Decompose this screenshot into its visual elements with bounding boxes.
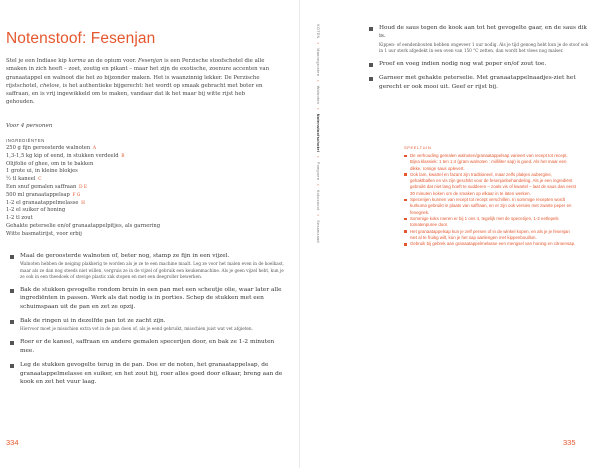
tip-item [404, 229, 576, 242]
tip-text: Sommige koks roeren er bij 1 ons 4, tegelijk met de specerijen, 1-2 eetlepels tomatenpuree door. [410, 215, 559, 228]
nav-separator: • [316, 184, 320, 186]
nav-separator: • [316, 156, 320, 158]
servings-note: Voor 4 personen [6, 123, 53, 129]
nav-separator: • [316, 214, 320, 217]
ingredient-tip-marker: H [81, 200, 85, 206]
tip-bullet-icon [404, 155, 407, 158]
ingredients-heading: INGREDIËNTEN [6, 138, 45, 143]
intro-term-chelow: chelow [39, 82, 60, 89]
ingredient-text: ½ tl kaneel [6, 176, 36, 183]
method-step [6, 338, 286, 355]
ingredient-text: 1-2 el granaatappelmelasse [6, 199, 79, 206]
tip-bullet-icon [404, 243, 407, 246]
step-bullet-icon [369, 77, 373, 81]
step-note: Walnoten hebben de neiging plakkerig te worden als je ze te een machine maalt. Leg ze voor het malen even in de koelkast, maar als ze dan nog steeds niet willen, vergruis ze in de vijzel of gebruik een keukenmachine. Als je geen vijzel hebt, kun je ze ook in een theedoek of stevige plastic zak stopen en met een deegroller bewerken. [20, 261, 284, 279]
method-step [6, 252, 286, 280]
intro-term-fesenjan: Fesenjan [138, 58, 163, 64]
intro-text-2: an de opium voor. [85, 58, 139, 64]
step-bullet-icon [10, 341, 14, 345]
intro-term-korma: korma [68, 58, 86, 64]
ingredient-tip-marker: B [121, 153, 125, 159]
ingredient-text: Witte basmatirijst, voor erbij [6, 230, 82, 237]
step-bullet-icon [10, 255, 14, 259]
chapter-nav-track [316, 24, 320, 243]
intro-text-4: , is het authentieke bijgerecht: het wordt op smaak gebracht met boter en saffraan, en is vrij ingewikkeld om te maken, vandaar dat ik het maar bij witte rijst heb gehouden. [6, 82, 263, 106]
chapter-nav-item[interactable]: Manoegrosten [316, 48, 320, 77]
ingredient-item [6, 231, 206, 239]
tip-item [404, 216, 576, 229]
step-bullet-icon [10, 364, 14, 368]
step-note: Hiervoor moet je misschien extra vet in de pan doen of, als je eend gebruikt, misschien juist wat vet afgieten. [20, 326, 253, 332]
nav-separator: • [316, 80, 320, 82]
page-number: 334 [6, 438, 19, 447]
tip-item [404, 197, 576, 216]
chapter-nav [312, 24, 322, 274]
intro-text-1: Stel je een Indiase kip [6, 58, 69, 64]
tip-text: Specerijen kunnen van recept tot recept verschillen. In sommige recepten wordt kurkuma gebruikt in plaats van saffraan, en er zijn ook versies met zwarte peper en fenegriek. [410, 197, 572, 215]
chapter-nav-item[interactable]: Sesamzaad [316, 220, 320, 243]
ingredient-item [6, 145, 206, 153]
tips-list [404, 153, 576, 247]
ingredient-item [6, 207, 206, 215]
step-text: Bak de stukken gevogelte rondom bruin in een pan met een scheutje olie, waar later alle ingrediënten in passen. Werk als dat nodig is in porties. Schep de stukken met een schuimspaan uit de pan en zet ze opzij. [20, 286, 282, 310]
chapter-nav-item[interactable]: KOTEN [316, 24, 320, 39]
right-page [300, 0, 600, 468]
step-text: Houd de saus tegen de kook aan tot het gevogelte gaar, en de saus dik is. [379, 25, 587, 40]
ingredient-item [6, 215, 206, 223]
ingredient-item [6, 176, 206, 184]
method-step [365, 74, 593, 91]
ingredient-text: 1-2 el suiker of honing [6, 207, 66, 214]
tip-text: Ook lam, kwartel en fazant zijn traditioneel, maar zelfs plakjes aubergine, gehaktballen en vis zijn geschikt voor de fesenjanbehandeling. Als je een ingrediënt gebruikt dat niet lang hoeft te sudderen – zoals vis of kwartel – laat de saus dan eerst 30 minuten koken om de smaken op elkaar in te laten werken. [410, 171, 576, 196]
step-text: Garneer met gehakte peterselie. Met granaatappelnaadjes-ziet het gerecht er ook mooi uit. Geef er rijst bij. [379, 75, 576, 90]
ingredient-tip-marker: F G [72, 192, 81, 198]
intro-text-3: is een Perzische stoofschotel die alle smaken in zich heeft – zoet, zoutig en pikant – maar het zijn de exotische, zoenure accenten van granaatappel en walnoot die het zo bijzonder maken. Het is waanzinnig lekker. De Perzische rijstschotel, [6, 58, 270, 89]
step-bullet-icon [369, 63, 373, 67]
ingredient-text: 500 ml granaatappelsap [6, 191, 70, 198]
nav-separator: • [316, 108, 320, 110]
method-step [365, 60, 593, 68]
tip-text: Het granaatappelsap kun je zelf persen of in de winkel kopen, en als je je fesenjan niet al te fruitig wilt, kun je het sap aanlengen met kippenbouillon. [410, 228, 570, 240]
tip-bullet-icon [404, 173, 407, 176]
method-steps-right [365, 24, 593, 91]
tip-bullet-icon [404, 218, 407, 221]
tip-item [404, 241, 576, 247]
ingredient-text: Een snuf gemalen saffraan [6, 183, 77, 190]
ingredient-item [6, 184, 206, 192]
step-text: Proef en voeg indien nodig nog wat poper en/of zout toe. [379, 61, 547, 67]
tip-item [404, 153, 576, 172]
ingredients-list [6, 145, 206, 239]
tips-box [404, 145, 576, 247]
ingredient-text: 1,3-1,5 kg kip of eend, in stukken verdeeld [6, 152, 119, 159]
ingredient-text: 1-2 tl zout [6, 215, 33, 222]
intro-paragraph [6, 57, 274, 107]
tip-bullet-icon [404, 230, 407, 233]
method-step [365, 24, 593, 54]
ingredient-item [6, 161, 206, 169]
method-step [6, 361, 286, 386]
step-text: Bak de ringen ui in dezelfde pan tot ze zacht zijn. [20, 317, 166, 324]
tip-text: De verhouding gemalen walnoten/granaatappelsap varieert van recept tot recept. Bijna klassiek: 1 ten 1:4 (gram walnoten : milliliter sap) is goed. Als het maar een dikke, romige saus oplevert. [410, 153, 568, 171]
step-text: Maal de geroosterde walnoten of, beter nog, stamp ze fijn in een vijzel. [20, 253, 230, 259]
page-number: 335 [563, 438, 576, 447]
ingredient-item [6, 200, 206, 208]
ingredient-tip-marker: D E [78, 184, 88, 190]
step-bullet-icon [10, 289, 14, 293]
chapter-nav-item[interactable]: Walnoten [316, 85, 320, 105]
ingredient-tip-marker: C [38, 177, 42, 183]
chapter-nav-item[interactable]: Pompoen [316, 161, 320, 181]
method-step [6, 286, 286, 311]
recipe-title: Notenstoof: Fesenjan [6, 30, 156, 47]
ingredient-item [6, 153, 206, 161]
ingredient-item [6, 223, 206, 231]
step-text: Leg de stukken gevogelte terug in de pan. Doe er de noten, het granaatappelsap, de granaatappelmelasse en suiker, en het zout bij, roer alles goed door elkaar, breng aan de kook en zet het vuur laag. [20, 362, 283, 386]
tip-bullet-icon [404, 199, 407, 202]
method-step [6, 317, 286, 333]
step-bullet-icon [10, 320, 14, 324]
ingredient-text: 250 g fijn geroosterde walnoten [6, 145, 91, 151]
step-note: Kippen- of eendenbouten hebben ongeveer 1 uur nodig. Als je tijd genoeg hebt kun je de stoof ook in 1 uur sterk afgedekt in een oven van 150 °C zetten, dan wordt het vlees nog malser. [379, 41, 589, 53]
ingredient-text: 1 grote ui, in kleine blokjes [6, 168, 78, 175]
ingredient-text: Olijfolie of ghee, om in te bakken [6, 160, 94, 167]
ingredient-text: Gehakte peterselie en/of granaatappelpitjes, als garnering [6, 222, 161, 229]
step-bullet-icon [369, 27, 373, 31]
ingredient-tip-marker: A [92, 146, 97, 151]
ingredient-item [6, 192, 206, 200]
step-text: Roer er de kaneel, saffraan en andere gemalen specerijen door, en bak ze 1-2 minuten mee. [20, 339, 275, 354]
chapter-nav-item[interactable]: Kokosnoot [316, 189, 320, 211]
tips-heading: SPEELTUIN [404, 145, 432, 150]
nav-separator: • [316, 42, 320, 45]
method-steps-left [6, 252, 286, 386]
tip-item [404, 172, 576, 197]
tip-text: Gebruik bij gebrek aan granaatappelmelasse een mengsel van honing en citroensap. [410, 241, 576, 247]
chapter-nav-item-active[interactable]: Notenstoofschotel [316, 113, 320, 153]
